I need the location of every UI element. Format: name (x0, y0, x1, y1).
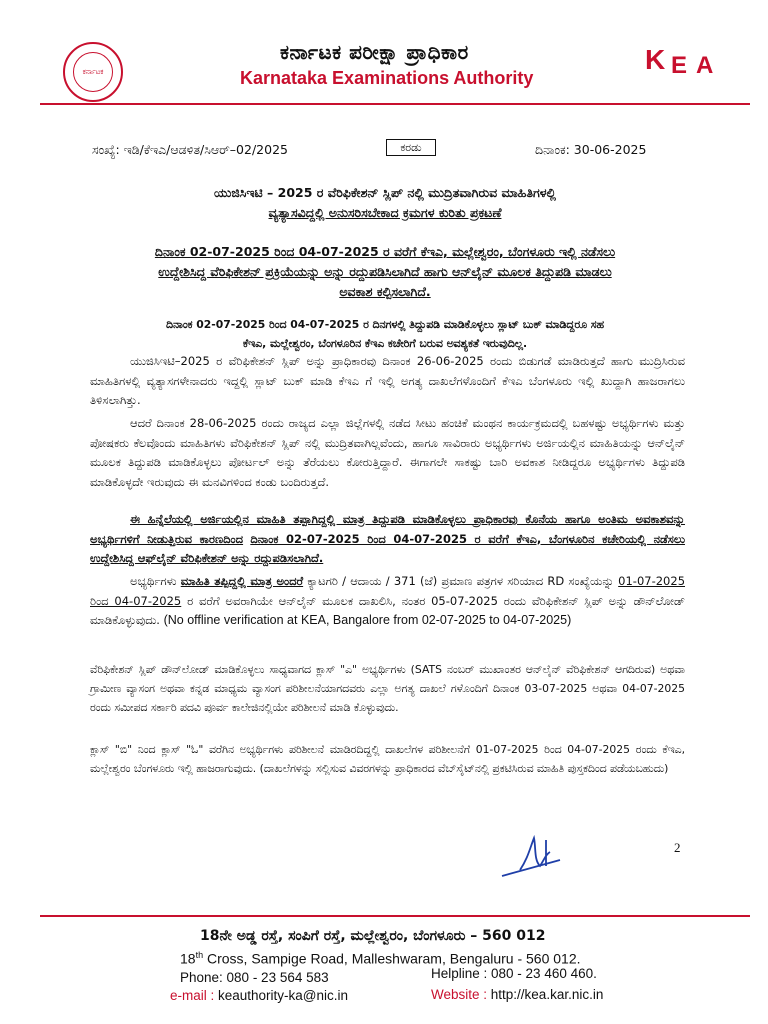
subject-line-2-text: ವ್ಯತ್ಯಾಸವಿದ್ದಲ್ಲಿ ಅನುಸರಿಸಬೇಕಾದ ಕ್ರಮಗಳ ಕುರಿತು ಪ್ರಕಟಣೆ (268, 205, 502, 220)
kea-logo-letter-e: E (671, 52, 688, 79)
website-link[interactable]: http://kea.kar.nic.in (490, 987, 604, 1002)
address-number: 18 (180, 950, 196, 967)
paragraph-4-date-range: 01-07-2025 ರಿಂದ 04-07-2025 (90, 574, 686, 608)
page-number: 2 (674, 840, 681, 855)
document-date: ದಿನಾಂಕ: 30-06-2025 (535, 142, 647, 157)
address-suffix: th (195, 950, 204, 960)
notice-line-2-text: ಉದ್ದೇಶಿಸಿದ್ದ ವೆರಿಫಿಕೇಶನ್ ಪ್ರಕ್ರಿಯೆಯನ್ನು ಅನ್ನು ರದ್ದುಪಡಿಸಿಲಾಗಿದೆ ಹಾಗು ಆನ್‌ಲೈನ್ ಮೂಲಕ ತಿದ್ದುಪಡಿ ಮಾಡಲು (158, 264, 612, 279)
kea-seal-logo (63, 42, 123, 102)
paragraph-5: ವೆರಿಫಿಕೇಶನ್ ಸ್ಲಿಪ್ ಡೌನ್‌ಲೋಡ್ ಮಾಡಿಕೊಳ್ಳಲು ಸಾಧ್ಯವಾಗದ ಕ್ಲಾಸ್ "ಎ" ಅಭ್ಯರ್ಥಿಗಳು (SATS ನಂಬರ್ ಮುಖಾಂತರ ಆನ್‌ಲೈನ್ ವೆರಿಫಿಕೇಶನ್ ಆಗದಿರುವ) ಅಥವಾ ಗ್ರಾಮೀಣ ವ್ಯಾಸಂಗ ಅಥವಾ ಕನ್ನಡ ಮಾಧ್ಯಮ ವ್ಯಾಸಂಗ ಪರಿಶೀಲನೆಯಾಗದವರು ಎಲ್ಲಾ ಅಗತ್ಯ ದಾಖಲೆ ಗಳೊಂದಿಗೆ ದಿನಾಂಕ 03-07-2025 ಅಥವಾ 04-07-2025 ರಂದು ಸಮೀಪದ ಸರ್ಕಾರಿ ಪದವಿ ಪೂರ್ವ ಕಾಲೇಜಿನಲ್ಲಿಯೇ ಪರಿಶೀಲನೆ ಮಾಡಿ ಕೊಳ್ಳುವುದು. (90, 663, 685, 714)
draft-label: ಕರಡು (400, 140, 422, 154)
paragraph-6: ಕ್ಲಾಸ್ "ಬಿ" ನಿಂದ ಕ್ಲಾಸ್ "ಓ" ವರೆಗಿನ ಅಭ್ಯರ್ಥಿಗಳು ಪರಿಶೀಲನೆ ಮಾಡಿರದಿದ್ದಲ್ಲಿ ದಾಖಲೆಗಳ ಪರಿಶೀಲನೆಗೆ 01-07-2025 ರಿಂದ 04-07-2025 ರಂದು ಕೆಇಎ, ಮಲ್ಲೇಶ್ವರಂ ಬೆಂಗಳೂರು ಇಲ್ಲಿ ಹಾಜರಾಗುವುದು. (ದಾಖಲೆಗಳನ್ನು ಸಲ್ಲಿಸುವ ವಿವರಗಳನ್ನು ಪ್ರಾಧಿಕಾರದ ವೆಬ್‌ಸೈಟ್‌ನಲ್ಲಿ ಪ್ರಕಟಿಸಿರುವ ಮಾಹಿತಿ ಪುಸ್ತಕದಿಂದ ಪಡೆಯಬಹುದು) (90, 743, 685, 775)
paragraph-4-certificates: ಕ್ಯಾಟಗರಿ / ಆದಾಯ / 371 (ಜೆ) ಪ್ರಮಾಣ ಪತ್ರಗಳ ಸರಿಯಾದ RD ಸಂಖ್ಯೆಯನ್ನು (307, 574, 614, 588)
notice-line-3 (80, 282, 690, 302)
subject-line-2 (100, 203, 670, 223)
footer-divider (40, 915, 750, 917)
kea-logo (641, 38, 721, 82)
notice-line-2 (80, 262, 690, 282)
website-label: Website : (431, 987, 491, 1002)
authority-title-kannada: ಕರ್ನಾಟಕ ಪರೀಕ್ಷಾ ಪ್ರಾಧಿಕಾರ (280, 40, 469, 64)
kea-logo-letter-k: K (645, 44, 666, 75)
notice-line-1-text: ದಿನಾಂಕ 02-07-2025 ರಿಂದ 04-07-2025 ರ ವರೆಗೆ ಕೆಇಎ, ಮಲ್ಲೇಶ್ವರಂ, ಬೆಂಗಳೂರು ಇಲ್ಲಿ ನಡೆಸಲು (154, 244, 616, 259)
paragraph-4-condition: ಮಾಹಿತಿ ತಪ್ಪಿದ್ದಲ್ಲಿ ಮಾತ್ರ ಅಂದರೆ (180, 574, 304, 588)
paragraph-4-english-note: (No offline verification at KEA, Bangalore from 02-07-2025 to 04-07-2025) (163, 613, 572, 627)
seal-text: ಕರ್ನಾಟಕ (82, 67, 104, 76)
notice-line-3-text: ಅವಕಾಶ ಕಲ್ಪಿಸಲಾಗಿದೆ. (339, 284, 431, 299)
paragraph-3-cancellation: ದಿನಾಂಕ 02-07-2025 ರಿಂದ 04-07-2025 ರ ವರೆಗೆ ಕೆಇಎ, ಬೆಂಗಳೂರಿನ ಕಚೇರಿಯಲ್ಲಿ ನಡೆಸಲು ಉದ್ದೇಶಿಸಿದ್ದ ಆಫ್‌ಲೈನ್ ವೆರಿಫಿಕೇಶನ್ ಅನ್ನು ರದ್ದುಪಡಿಸಲಾಗಿದೆ. (90, 531, 685, 565)
footer-email (170, 988, 348, 1003)
reference-number: ಸಂಖ್ಯೆ: ಇಡಿ/ಕೆಇಎ/ಆಡಳಿತ/ಸಿಆರ್–02/2025 (92, 142, 288, 157)
header-divider (40, 103, 750, 105)
footer-website (431, 987, 603, 1002)
footer-phone: Phone: 080 - 23 564 583 (180, 970, 329, 985)
paragraph-2: ಆದರೆ ದಿನಾಂಕ 28-06-2025 ರಂದು ರಾಜ್ಯದ ಎಲ್ಲಾ ಜಿಲ್ಲೆಗಳಲ್ಲಿ ನಡೆದ ಸೀಟು ಹಂಚಿಕೆ ಮಂಥನ ಕಾರ್ಯಕ್ರಮದಲ್ಲಿ ಬಹಳಷ್ಟು ಅಭ್ಯರ್ಥಿಗಳು ಮತ್ತು ಪೋಷಕರು ಕೆಲವೊಂದು ಮಾಹಿತಿಗಳು ವೆರಿಫಿಕೇಶನ್ ಸ್ಲಿಪ್ ನಲ್ಲಿ ಮುದ್ರಿತವಾಗಿಲ್ಲವೆಂದು, ಹಾಗೂ ಸಾವಿರಾರು ಅಭ್ಯರ್ಥಿಗಳು ಅರ್ಜಿಯಲ್ಲಿನ ಮಾಹಿತಿಯನ್ನು ಆನ್‌ಲೈನ್ ಮೂಲಕ ತಿದ್ದುಪಡಿ ಮಾಡಿಕೊಳ್ಳಲು ಪೋರ್ಟಲ್ ಅನ್ನು ತೆರೆಯಲು ಕೋರುತ್ತಿದ್ದಾರೆ. ಈಗಾಗಲೇ ಸಾಕಷ್ಟು ಬಾರಿ ಅವಕಾಶ ನೀಡಿದ್ದರೂ ಅಭ್ಯರ್ಥಿಗಳು ತಿದ್ದುಪಡಿ ಮಾಡಿಕೊಳ್ಳದೇ ಇರುವುದು ಈ ಮನವಿಗಳಿಂದ ಕಂಡು ಬಂದಿರುತ್ತದೆ. (90, 416, 685, 489)
paragraph-3-intro: ಈ ಹಿನ್ನೆಲೆಯಲ್ಲಿ ಅರ್ಜಿಯಲ್ಲಿನ ಮಾಹಿತಿ ತಪ್ಪಾಗಿದ್ದಲ್ಲಿ ಮಾತ್ರ ತಿದ್ದುಪಡಿ ಮಾಡಿಕೊಳ್ಳಲು ಪ್ರಾಧಿಕಾರವು ಕೊನೆಯ ಹಾಗೂ ಅಂತಿಮ ಅವಕಾಶವನ್ನು ಅಭ್ಯರ್ಥಿಗಳಿಗೆ ನೀಡುತ್ತಿರುವ ಕಾರಣದಿಂದ (90, 512, 685, 546)
draft-box (386, 139, 436, 156)
subject-line-1: ಯುಜಿಸಿಇಟಿ – 2025 ರ ವೆರಿಫಿಕೇಶನ್ ಸ್ಲಿಪ್ ನಲ್ಲಿ ಮುದ್ರಿತವಾಗಿರುವ ಮಾಹಿತಿಗಳಲ್ಲಿ (214, 185, 556, 200)
footer-address-kannada: 18ನೇ ಅಡ್ಡ ರಸ್ತೆ, ಸಂಪಿಗೆ ರಸ್ತೆ, ಮಲ್ಲೇಶ್ವರಂ, ಬೆಂಗಳೂರು – 560 012 (200, 928, 546, 944)
footer-address-english (180, 950, 581, 967)
email-link[interactable]: keauthority-ka@nic.in (218, 988, 349, 1003)
kea-logo-letter-a: A (696, 52, 714, 79)
paragraph-4-candidates: ಅಭ್ಯರ್ಥಿಗಳು (130, 574, 177, 588)
authority-title-english: Karnataka Examinations Authority (240, 68, 534, 88)
address-rest: Cross, Sampige Road, Malleshwaram, Bengaluru - 560 012. (203, 950, 581, 967)
notice-line-1 (80, 242, 690, 262)
paragraph-3 (90, 510, 685, 569)
paragraph-4-instructions: ರ ವರೆಗೆ ಅವರಾಗಿಯೇ ಆನ್‌ಲೈನ್ ಮೂಲಕ ದಾಖಲಿಸಿ, ನಂತರ 05-07-2025 ರಂದು ವೆರಿಫಿಕೇಶನ್ ಸ್ಲಿಪ್ ಅನ್ನು ಡೌನ್‌ಲೋಡ್ ಮಾಡಿಕೊಳ್ಳುವುದು. (90, 593, 685, 627)
email-label: e-mail : (170, 988, 219, 1003)
footer-helpline: Helpline : 080 - 23 460 460. (431, 966, 597, 981)
paragraph-4 (90, 572, 685, 631)
signature (500, 830, 580, 880)
subnote-line-1: ದಿನಾಂಕ 02-07-2025 ರಿಂದ 04-07-2025 ರ ದಿನಗಳಲ್ಲಿ ತಿದ್ದುಪಡಿ ಮಾಡಿಕೊಳ್ಳಲು ಸ್ಲಾಟ್ ಬುಕ್ ಮಾಡಿದ್ದರೂ ಸಹ (166, 318, 604, 331)
seal-inner-ring (73, 52, 113, 92)
paragraph-1: ಯುಜಿಸಿಇಟಿ–2025 ರ ವೆರಿಫಿಕೇಶನ್ ಸ್ಲಿಪ್ ಅನ್ನು ಪ್ರಾಧಿಕಾರವು ದಿನಾಂಕ 26-06-2025 ರಂದು ಬಿಡುಗಡೆ ಮಾಡಿರುತ್ತದೆ ಹಾಗು ಮುದ್ರಿಸಿರುವ ಮಾಹಿತಿಗಳಲ್ಲಿ ವ್ಯತ್ಯಾಸಗಳೇನಾದರು ಇದ್ದಲ್ಲಿ ಸ್ಲಾಟ್ ಬುಕ್ ಮಾಡಿ ಕೆಇಎ ಗೆ ಇಲ್ಲಿ ಅಗತ್ಯ ದಾಖಲೆಗಳೊಂದಿಗೆ ಕೆಇಎ ಬೆಂಗಳೂರು ಇಲ್ಲಿ ಖುದ್ದಾಗಿ ಹಾಜರಾಗಲು ತಿಳಿಸಲಾಗಿತ್ತು. (90, 354, 685, 407)
subnote-line-2: ಕೆಇಎ, ಮಲ್ಲೇಶ್ವರಂ, ಬೆಂಗಳೂರಿನ ಕೆಇಎ ಕಚೇರಿಗೆ ಬರುವ ಅವಶ್ಯಕತೆ ಇರುವುದಿಲ್ಲ. (242, 337, 528, 350)
